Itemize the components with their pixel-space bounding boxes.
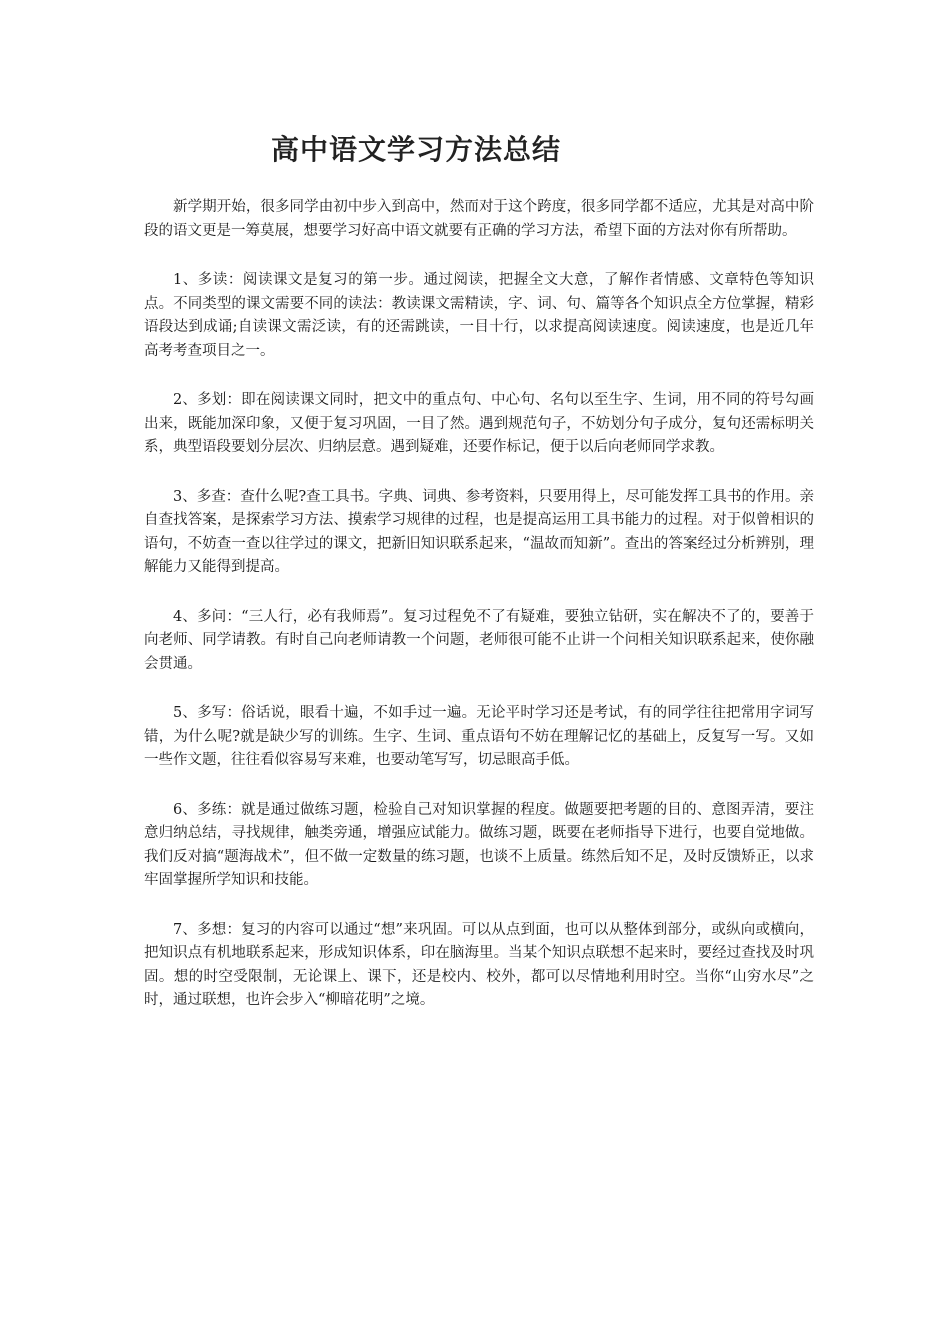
intro-paragraph: 新学期开始，很多同学由初中步入到高中，然而对于这个跨度，很多同学都不适应，尤其是对高中阶段的语文更是一筹莫展，想要学习好高中语文就要有正确的学习方法，希望下面的方法对你有所帮助。: [144, 199, 814, 239]
paragraph-read-more: 1、多读：阅读课文是复习的第一步。通过阅读，把握全文大意，了解作者情感、文章特色等知识点。不同类型的课文需要不同的读法：教读课文需精读，字、词、句、篇等各个知识点全方位掌握，精彩语段达到成诵;自读课文需泛读，有的还需跳读，一目十行，以求提高阅读速度。阅读速度，也是近几年高考考查项目之一。: [144, 272, 814, 359]
document-title: 高中语文学习方法总结: [270, 133, 561, 166]
paragraph-mark-more: 2、多划：即在阅读课文同时，把文中的重点句、中心句、名句以至生字、生词，用不同的符号勾画出来，既能加深印象，又便于复习巩固，一目了然。遇到规范句子，不妨划分句子成分，复句还需标明关系，典型语段要划分层次、归纳层意。遇到疑难，还要作标记，便于以后向老师同学求教。: [144, 392, 814, 455]
document-body: [144, 196, 814, 1039]
paragraph-ask-more: 4、多问：“三人行，必有我师焉”。复习过程免不了有疑难，要独立钻研，实在解决不了的，要善于向老师、同学请教。有时自己向老师请教一个问题，老师很可能不止讲一个问相关知识联系起来，使你融会贯通。: [144, 608, 814, 672]
paragraph-write-more: 5、多写：俗话说，眼看十遍，不如手过一遍。无论平时学习还是考试，有的同学往往把常用字词写错，为什么呢?就是缺少写的训练。生字、生词、重点语句不妨在理解记忆的基础上，反复写一写。又如一些作文题，往往看似容易写来难，也要动笔写写，切忌眼高手低。: [144, 705, 814, 768]
paragraph-practice-more: 6、多练：就是通过做练习题，检验自己对知识掌握的程度。做题要把考题的目的、意图弄清，要注意归纳总结，寻找规律，触类旁通，增强应试能力。做练习题，既要在老师指导下进行，也要自觉地做。我们反对搞“题海战术”，但不做一定数量的练习题，也谈不上质量。练然后知不足，及时反馈矫正，以求牢固掌握所学知识和技能。: [144, 801, 814, 888]
paragraph-think-more: 7、多想：复习的内容可以通过“想”来巩固。可以从点到面，也可以从整体到部分，或纵向或横向，把知识点有机地联系起来，形成知识体系，印在脑海里。当某个知识点联想不起来时，要经过查找及时巩固。想的时空受限制，无论课上、课下，还是校内、校外，都可以尽情地利用时空。当你“山穷水尽”之时，通过联想，也许会步入“柳暗花明”之境。: [144, 921, 814, 1008]
paragraph-look-up-more: 3、多查：查什么呢?查工具书。字典、词典、参考资料，只要用得上，尽可能发挥工具书的作用。亲自查找答案，是探索学习方法、摸索学习规律的过程，也是提高运用工具书能力的过程。对于似曾相识的语句，不妨查一查以往学过的课文，把新旧知识联系起来，“温故而知新”。查出的答案经过分析辨别，理解能力又能得到提高。: [144, 488, 814, 575]
